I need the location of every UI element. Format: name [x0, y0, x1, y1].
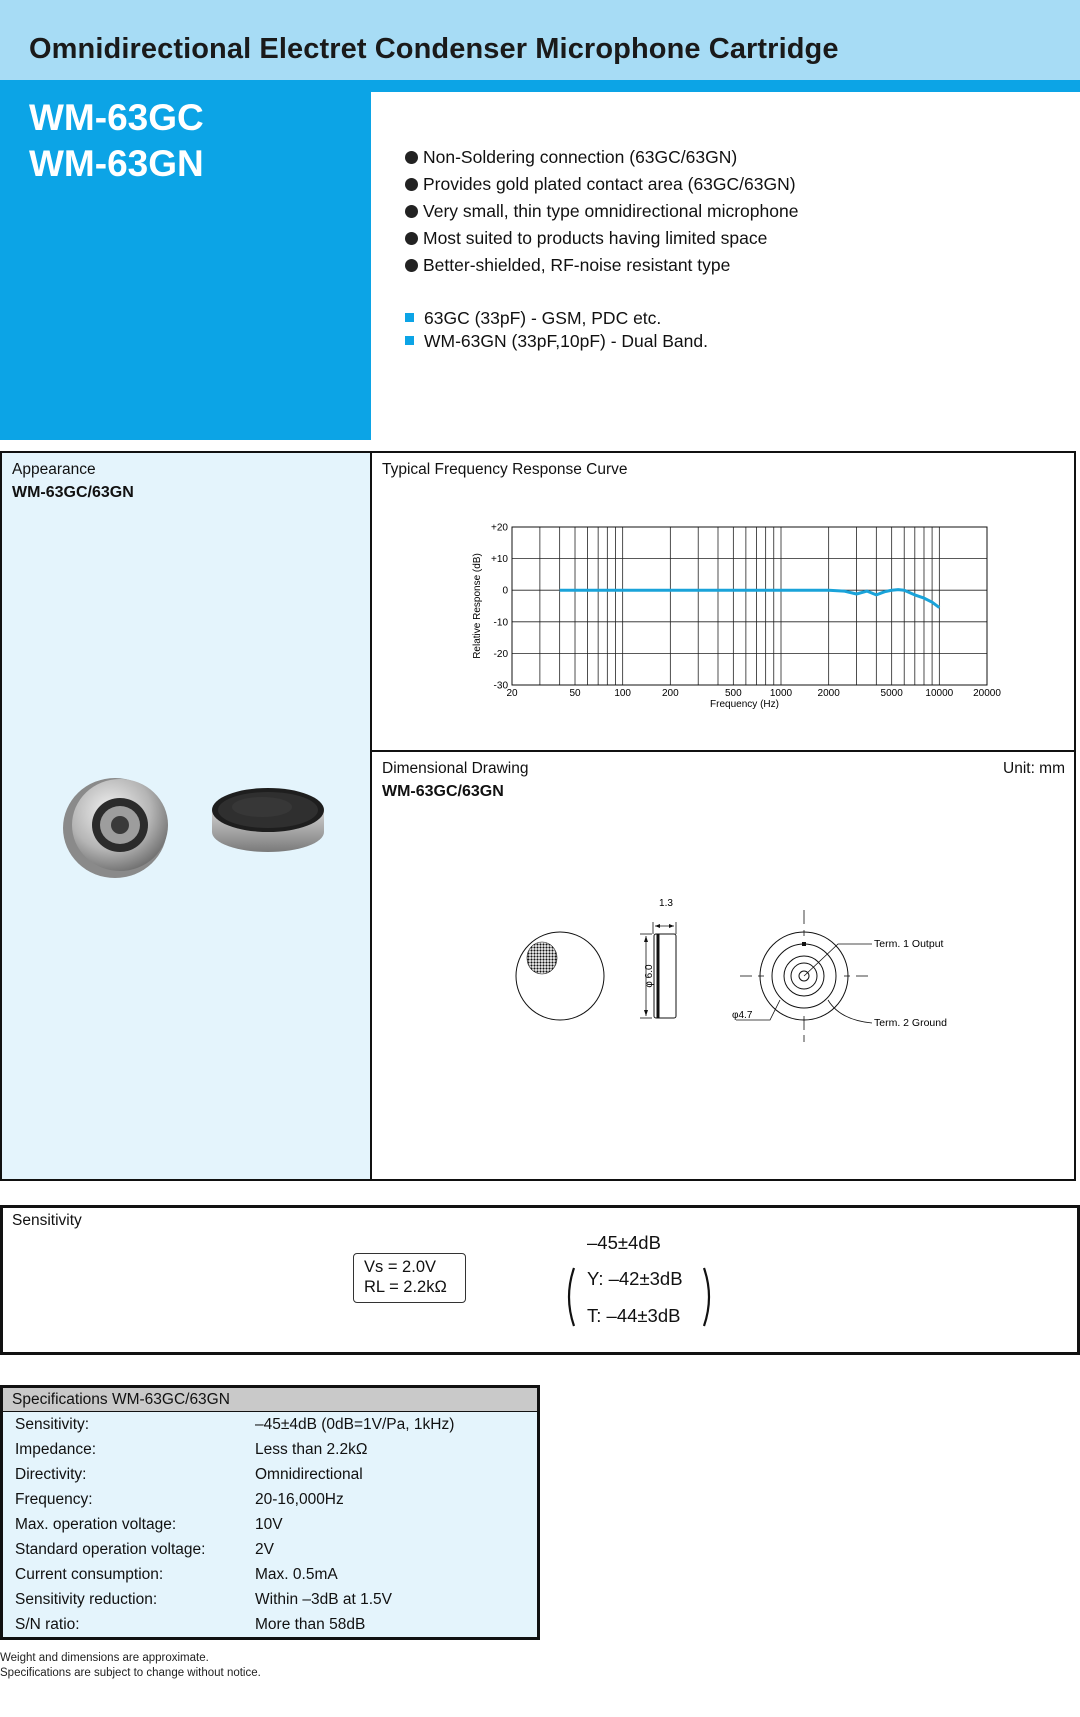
specifications-header: Specifications WM-63GC/63GN: [3, 1388, 537, 1412]
feature-item: Very small, thin type omnidirectional microphone: [405, 201, 798, 222]
microphone-photo: [40, 760, 340, 900]
y-tick-label: +10: [491, 554, 508, 566]
x-tick-label: 20000: [973, 688, 1001, 699]
bullet-icon: [405, 232, 418, 245]
y-tick-label: -20: [493, 648, 508, 660]
x-tick-label: 10000: [925, 688, 954, 699]
front-view: [516, 932, 604, 1020]
specifications-table: [0, 1385, 540, 1640]
x-tick-label: 100: [614, 688, 632, 699]
sensitivity-panel: [0, 1205, 1080, 1355]
x-tick-label: 5000: [880, 688, 903, 699]
appearance-model: WM-63GC/63GN: [12, 484, 134, 501]
dimensional-model: WM-63GC/63GN: [382, 783, 504, 800]
model-name: WM-63GC: [29, 97, 204, 138]
dim-thickness-label: 1.3: [659, 898, 673, 909]
table-row: Frequency: 20-16,000Hz: [3, 1487, 537, 1512]
footnote: Weight and dimensions are approximate.: [0, 1652, 209, 1664]
y-axis-label: Relative Response (dB): [472, 553, 483, 659]
dim-diameter-label: φ 6.0: [644, 964, 655, 988]
sensitivity-y: Y: –42±3dB: [587, 1268, 683, 1289]
dim-inner-label: φ4.7: [732, 1010, 753, 1021]
dimensional-label: Dimensional Drawing: [382, 760, 529, 777]
x-tick-label: 200: [661, 688, 679, 699]
right-paren: [700, 1266, 716, 1328]
x-tick-label: 500: [724, 688, 742, 699]
x-axis-label: Frequency (Hz): [710, 699, 779, 710]
specifications-body: [3, 1412, 537, 1637]
back-view: [736, 910, 872, 1042]
title-bar: [0, 0, 1080, 80]
condition-box: [353, 1253, 466, 1303]
y-tick-label: -10: [493, 617, 508, 629]
y-tick-label: -30: [493, 680, 508, 692]
application-item: 63GC (33pF) - GSM, PDC etc.: [405, 308, 661, 329]
frequency-label: Typical Frequency Response Curve: [382, 461, 628, 478]
model-name: WM-63GN: [29, 143, 204, 184]
footnote: Specifications are subject to change without notice.: [0, 1667, 261, 1679]
rl-value: RL = 2.2kΩ: [364, 1278, 447, 1296]
unit-label: Unit: mm: [1003, 760, 1065, 777]
table-row: Current consumption: Max. 0.5mA: [3, 1562, 537, 1587]
bullet-icon: [405, 151, 418, 164]
sensitivity-main: –45±4dB: [587, 1232, 661, 1253]
feature-item: Provides gold plated contact area (63GC/63GN): [405, 174, 796, 195]
page-title: Omnidirectional Electret Condenser Microphone Cartridge: [29, 33, 839, 65]
table-row: Sensitivity: –45±4dB (0dB=1V/Pa, 1kHz): [3, 1412, 537, 1437]
dimensional-drawing: [500, 880, 980, 1060]
bullet-icon: [405, 205, 418, 218]
square-bullet-icon: [405, 336, 414, 345]
feature-item: Better-shielded, RF-noise resistant type: [405, 255, 730, 276]
term2-label: Term. 2 Ground: [874, 1017, 947, 1029]
frequency-response-chart: [372, 505, 1012, 720]
feature-item: Non-Soldering connection (63GC/63GN): [405, 147, 737, 168]
y-tick-label: 0: [502, 585, 508, 597]
table-row: Impedance: Less than 2.2kΩ: [3, 1437, 537, 1462]
application-item: WM-63GN (33pF,10pF) - Dual Band.: [405, 331, 708, 352]
divider: [372, 750, 1074, 752]
accent-stripe: [0, 80, 1080, 92]
x-tick-label: 1000: [769, 688, 793, 699]
table-row: Max. operation voltage: 10V: [3, 1512, 537, 1537]
mic-back-view: [63, 778, 168, 878]
mic-front-view: [212, 788, 324, 852]
model-panel: [0, 92, 371, 440]
sensitivity-label: Sensitivity: [12, 1212, 82, 1229]
table-row: S/N ratio: More than 58dB: [3, 1612, 537, 1637]
appearance-label: Appearance: [12, 461, 96, 478]
x-tick-label: 50: [569, 688, 581, 699]
vs-value: Vs = 2.0V: [364, 1258, 437, 1276]
table-row: Directivity: Omnidirectional: [3, 1462, 537, 1487]
response-series-line: [560, 590, 940, 608]
plot-frame: [512, 527, 987, 685]
table-row: Sensitivity reduction: Within –3dB at 1.5V: [3, 1587, 537, 1612]
left-paren: [562, 1266, 578, 1328]
bullet-icon: [405, 259, 418, 272]
sensitivity-t: T: –44±3dB: [587, 1305, 681, 1326]
x-tick-label: 2000: [817, 688, 840, 699]
square-bullet-icon: [405, 313, 414, 322]
bullet-icon: [405, 178, 418, 191]
x-tick-label: 20: [506, 688, 518, 699]
feature-item: Most suited to products having limited space: [405, 228, 767, 249]
term1-label: Term. 1 Output: [874, 938, 944, 950]
y-tick-label: +20: [491, 522, 508, 534]
table-row: Standard operation voltage: 2V: [3, 1537, 537, 1562]
